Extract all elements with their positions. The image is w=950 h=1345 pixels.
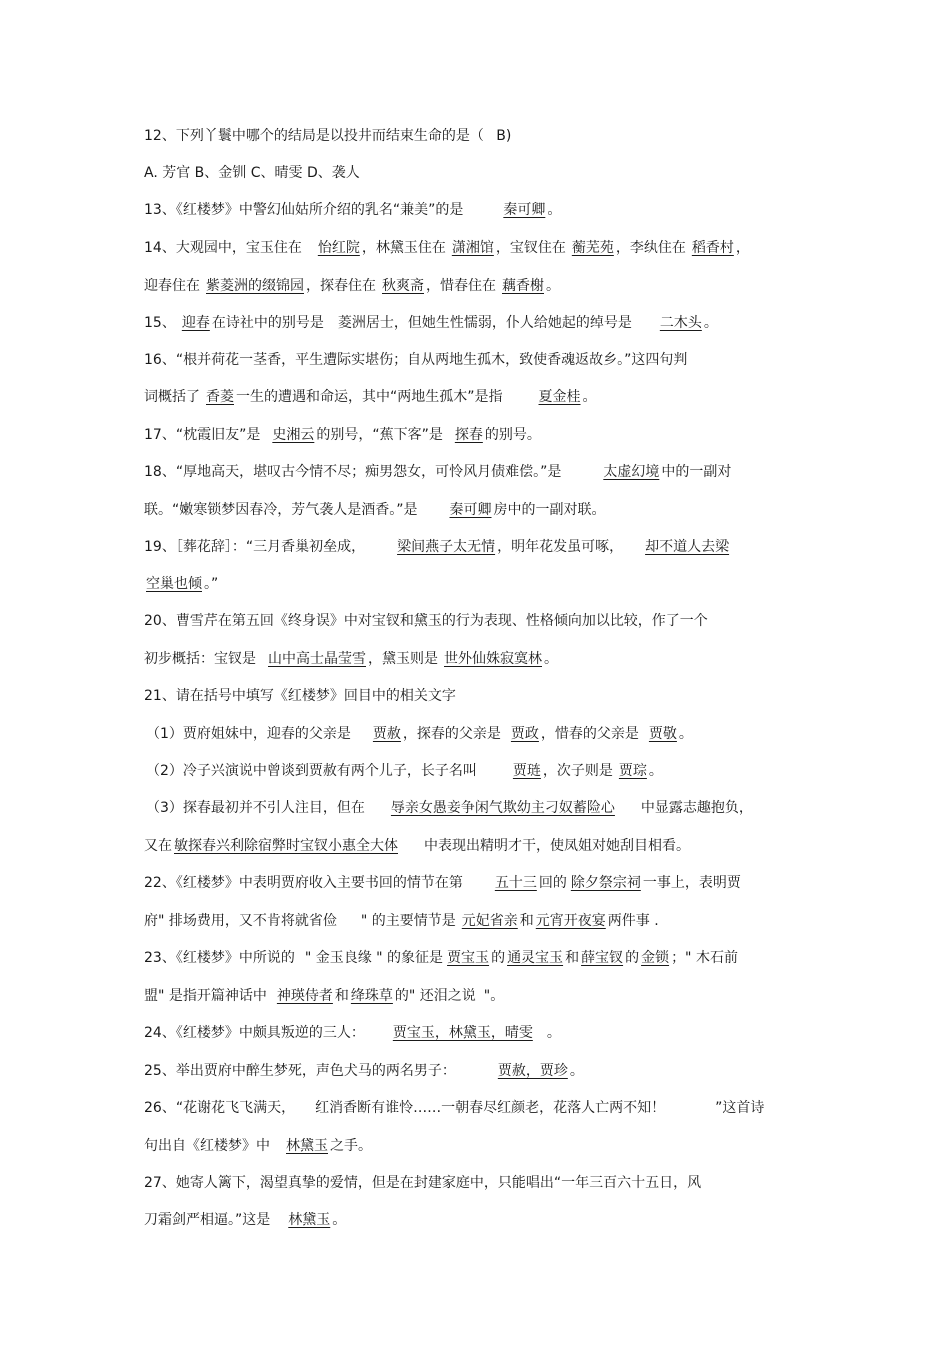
answer: 秋爽斋 (382, 278, 424, 294)
answer: 贾宝玉 (447, 950, 490, 966)
question-17: 17、“枕霞旧友”是 史湘云 的别号，“蕉下客”是 探春 的别号。 (144, 427, 541, 443)
question-19-cont: 空巢也倾 。” (146, 576, 219, 592)
answer: 贾赦 (372, 726, 401, 742)
answer: 元宵开夜宴 (535, 913, 606, 929)
answer: 绛珠草 (350, 988, 393, 1004)
answer: 夏金桂 (538, 389, 581, 405)
answer: 迎春 (181, 315, 210, 331)
answer: 潇湘馆 (451, 240, 494, 256)
question-16-cont: 词概括了 香菱 一生的遭遇和命运，其中“两地生孤木”是指 夏金桂 。 (144, 389, 597, 405)
answer: 薛宝钗 (581, 950, 624, 966)
answer: 怡红院 (317, 240, 360, 256)
answer: 辱亲女愚妾争闲气欺幼主刁奴蓄险心 (390, 800, 615, 816)
question-13: 13、《红楼梦》中警幻仙姑所介绍的乳名“兼美”的是 秦可卿 。 (144, 202, 562, 218)
answer: 藕香榭 (502, 278, 544, 294)
answer: 贾敬 (648, 726, 677, 742)
answer: 太虚幻境 (603, 464, 660, 480)
question-15: 15、 迎春 在诗社中的别号是 菱洲居士，但她生性懦弱，仆人给她起的绰号是 二木头 。 (144, 315, 718, 331)
question-21-part1: （1）贾府姐妹中，迎春的父亲是 贾赦 ，探春的父亲是 贾政 ，惜春的父亲是 贾敬 。 (146, 726, 693, 742)
question-27-cont: 刀霜剑严相逼。”这是 林黛玉 。 (144, 1212, 347, 1228)
answer: 香菱 (206, 389, 234, 405)
answer: 林黛玉 (286, 1138, 328, 1154)
answer: 山中高士晶莹雪 (268, 651, 366, 667)
answer: 元妃省亲 (461, 913, 518, 929)
answer: 贾宝玉，林黛玉，晴雯 (392, 1025, 533, 1041)
question-27: 27、她寄人篱下，渴望真挚的爱情，但是在封建家庭中，只能唱出“一年三百六十五日，风 (144, 1175, 702, 1191)
question-21-part3: （3）探春最初并不引人注目，但在 辱亲女愚妾争闲气欺幼主刁奴蓄险心 中显露志趣抱负， (146, 800, 753, 816)
answer: 二木头 (659, 315, 702, 331)
answer: 秦可卿 (449, 502, 492, 518)
question-18-cont: 联。“嫩寒锁梦因春冷，芳气袭人是酒香。”是 秦可卿 房中的一副对联。 (144, 502, 606, 518)
question-20-cont: 初步概括：宝钗是 山中高士晶莹雪 ，黛玉则是 世外仙姝寂寞林 。 (144, 651, 558, 667)
answer: 秦可卿 (503, 202, 546, 218)
answer: 贾琮 (618, 763, 647, 779)
question-26: 26、“花谢花飞飞满天， 红消香断有谁怜……一朝春尽红颜老，花落人亡两不知！ ”这首诗 (144, 1100, 765, 1116)
answer: 空巢也倾 (146, 576, 202, 592)
answer: 蘅芜苑 (571, 240, 614, 256)
question-19: 19、［葬花辞］：“三月香巢初垒成， 梁间燕子太无情 ，明年花发虽可啄， 却不道人去梁 (144, 539, 730, 555)
answer: 贾赦，贾珍 (497, 1063, 568, 1079)
question-22: 22、《红楼梦》中表明贾府收入主要书回的情节在第 五十三 回的 除夕祭宗祠 一事上，表明贾 (144, 875, 741, 891)
answer: 探春 (454, 427, 483, 443)
question-24: 24、《红楼梦》中颇具叛逆的三人： 贾宝玉，林黛玉，晴雯 。 (144, 1025, 561, 1041)
answer: 神瑛侍者 (276, 988, 333, 1004)
question-26-cont: 句出自《红楼梦》中 林黛玉 之手。 (144, 1138, 372, 1154)
answer: 金锁 (641, 950, 670, 966)
answer: 林黛玉 (288, 1212, 331, 1228)
question-14-cont: 迎春住在 紫菱洲的缀锦园 ，探春住在 秋爽斋 ，惜春住在 藕香榭 。 (144, 278, 560, 294)
question-14: 14、大观园中，宝玉住在 怡红院 ，林黛玉住在 潇湘馆 ，宝钗住在 蘅芜苑 ，李纨住在 稻香村 ， (144, 240, 750, 256)
answer: 稻香村 (691, 240, 734, 256)
question-18: 18、“厚地高天，堪叹古今情不尽；痴男怨女，可怜风月债难偿。”是 太虚幻境 中的一副对 (144, 464, 732, 480)
question-12: 12、下列丫鬟中哪个的结局是以投井而结束生命的是（ B) (144, 128, 512, 144)
answer: 除夕祭宗祠 (570, 875, 641, 891)
answer: 敏探春兴利除宿弊时宝钗小惠全大体 (174, 838, 398, 854)
question-20: 20、曹雪芹在第五回《终身误》中对宝钗和黛玉的行为表现、性格倾向加以比较，作了一个 (144, 613, 708, 629)
question-22-cont: 府" 排场费用，又不肯将就省俭 " 的主要情节是 元妃省亲 和 元宵开夜宴 两件事 . (144, 913, 659, 929)
answer: 五十三 (494, 875, 537, 891)
question-25: 25、举出贾府中醉生梦死，声色犬马的两名男子： 贾赦，贾珍 。 (144, 1063, 584, 1079)
question-23-cont: 盟" 是指开篇神话中 神瑛侍者 和 绛珠草 的" 还泪之说 "。 (144, 988, 505, 1004)
question-21-part3-cont: 又在 敏探春兴利除宿弊时宝钗小惠全大体 中表现出精明才干，使凤姐对她刮目相看。 (144, 838, 690, 854)
answer: 紫菱洲的缀锦园 (206, 278, 304, 294)
question-23: 23、《红楼梦》中所说的 " 金玉良缘 " 的象征是 贾宝玉 的 通灵宝玉 和 薛宝钗 的 金锁 ；" 木石前 (144, 950, 738, 966)
question-16: 16、“根并荷花一茎香，平生遭际实堪伤；自从两地生孤木，致使香魂返故乡。”这四句判 (144, 352, 688, 368)
answer: 世外仙姝寂寞林 (444, 651, 542, 667)
answer: 贾政 (510, 726, 539, 742)
question-21: 21、请在括号中填写《红楼梦》回目中的相关文字 (144, 688, 456, 704)
answer: 梁间燕子太无情 (397, 539, 496, 555)
answer: 却不道人去梁 (645, 539, 730, 555)
answer: 通灵宝玉 (507, 950, 564, 966)
answer: 史湘云 (272, 427, 315, 443)
answer: 贾琏 (512, 763, 541, 779)
question-12-options: A. 芳官 B、金钏 C、晴雯 D、袭人 (144, 165, 360, 181)
question-21-part2: （2）冷子兴演说中曾谈到贾赦有两个儿子，长子名叫 贾琏 ，次子则是 贾琮 。 (146, 763, 663, 779)
